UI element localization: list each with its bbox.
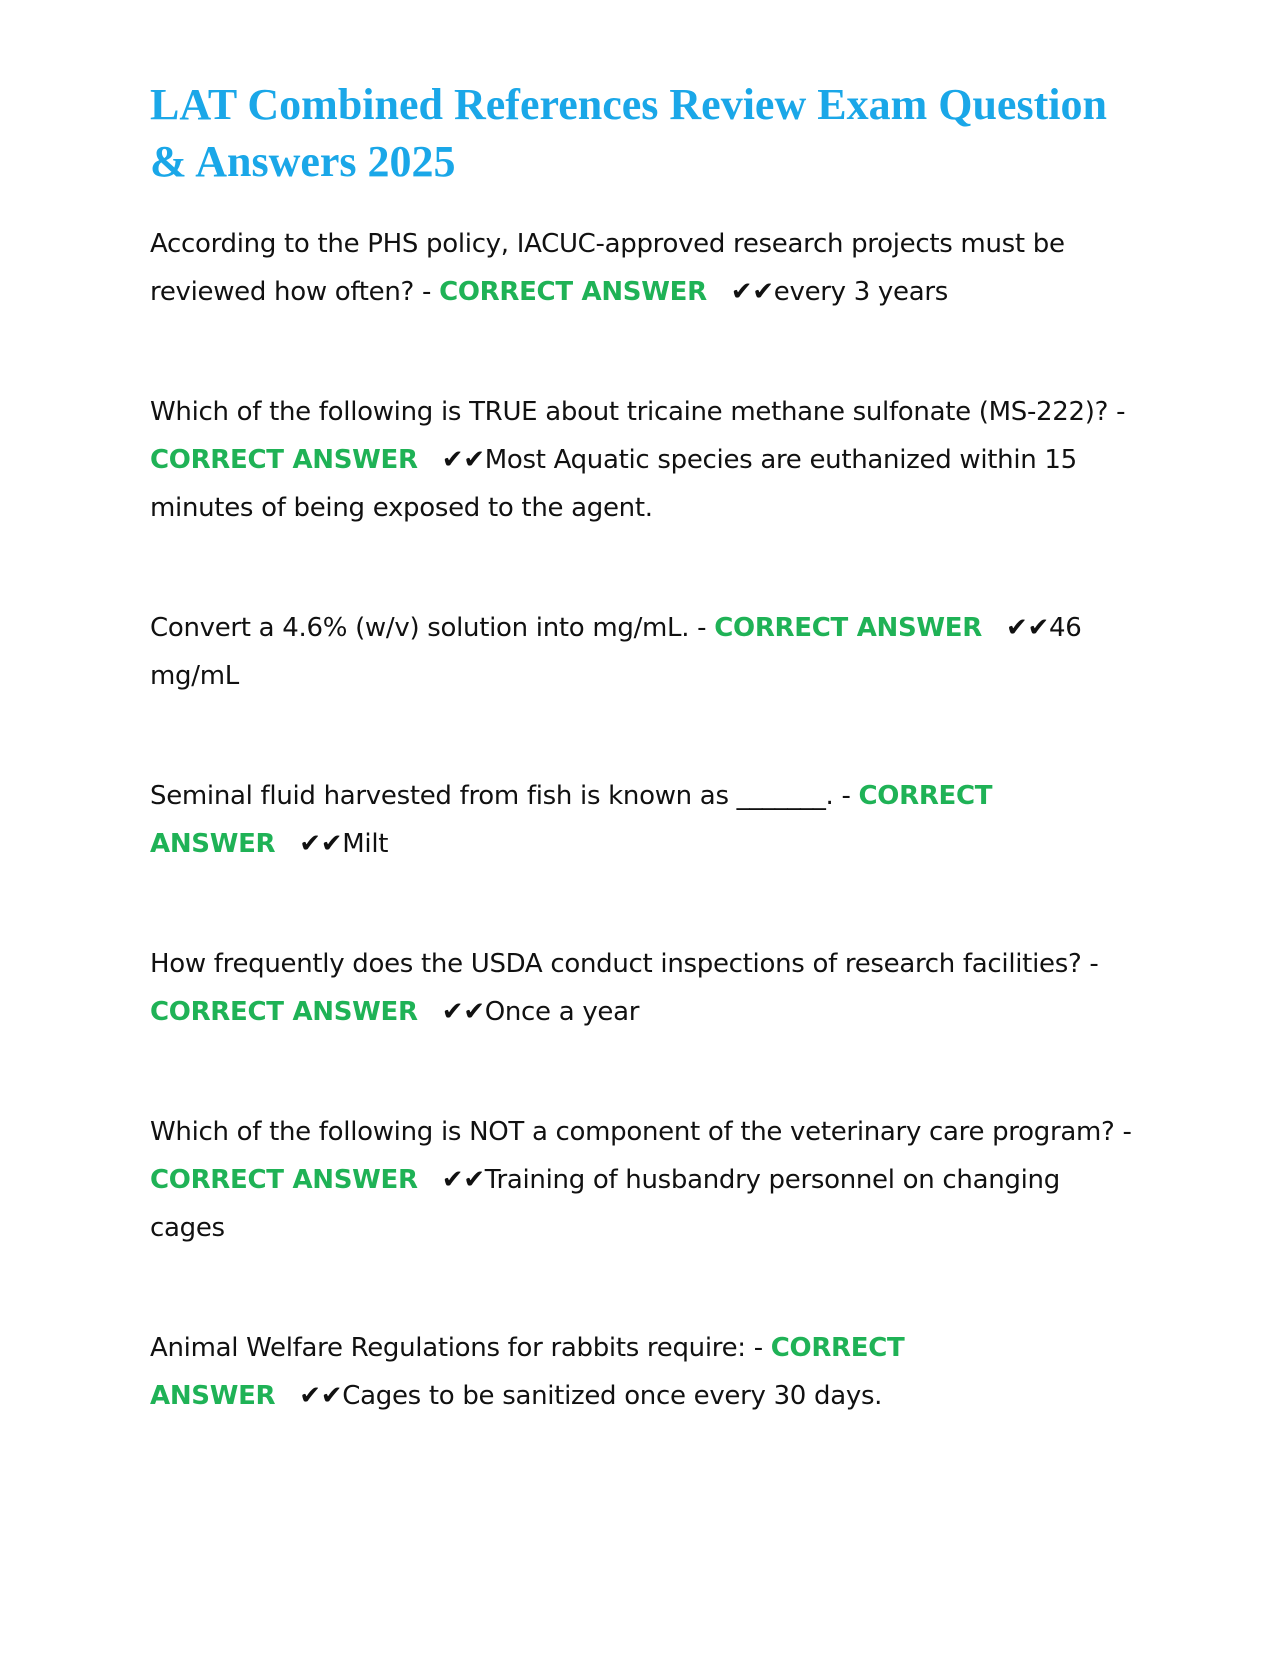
question-text: Which of the following is NOT a component of the veterinary care program? xyxy=(150,1117,1115,1147)
qa-item-2 xyxy=(150,388,1140,532)
answer-text: Most Aquatic species are euthanized within 15 minutes of being exposed to the agent. xyxy=(150,445,1077,523)
separator: - xyxy=(1108,397,1126,427)
check-mark-icon: ✔✔ xyxy=(730,277,774,307)
question-text: According to the PHS policy, IACUC-approved research projects must be reviewed how often? xyxy=(150,229,1065,307)
question-text: Which of the following is TRUE about tricaine methane sulfonate (MS-222)? xyxy=(150,397,1109,427)
qa-item-1 xyxy=(150,220,1140,316)
answer-text: Milt xyxy=(342,829,389,859)
correct-answer-label: CORRECT ANSWER xyxy=(714,613,982,643)
correct-answer-label: CORRECT ANSWER xyxy=(150,997,418,1027)
separator: - xyxy=(745,1333,771,1363)
correct-answer-label: CORRECT ANSWER xyxy=(150,1165,418,1195)
correct-answer-label: CORRECT ANSWER xyxy=(150,445,418,475)
answer-text: Once a year xyxy=(484,997,640,1027)
separator: - xyxy=(1081,949,1099,979)
separator: - xyxy=(414,277,440,307)
check-mark-icon: ✔✔ xyxy=(299,829,343,859)
correct-answer-label: CORRECT ANSWER xyxy=(150,1333,905,1411)
separator: - xyxy=(1114,1117,1132,1147)
document-title: LAT Combined References Review Exam Question & Answers 2025 xyxy=(150,80,1107,186)
separator: - xyxy=(833,781,859,811)
check-mark-icon: ✔✔ xyxy=(441,1165,485,1195)
question-text: Convert a 4.6% (w/v) solution into mg/mL. xyxy=(150,613,690,643)
question-text: How frequently does the USDA conduct inspections of research facilities? xyxy=(150,949,1082,979)
check-mark-icon: ✔✔ xyxy=(441,445,485,475)
qa-item-4 xyxy=(150,772,1140,868)
correct-answer-label: CORRECT ANSWER xyxy=(439,277,707,307)
correct-answer-label: CORRECT ANSWER xyxy=(150,781,993,859)
qa-item-3 xyxy=(150,604,1140,700)
answer-text: every 3 years xyxy=(773,277,948,307)
check-mark-icon: ✔✔ xyxy=(1005,613,1049,643)
answer-text: 46 mg/mL xyxy=(150,613,1082,691)
qa-item-7 xyxy=(150,1324,1140,1420)
check-mark-icon: ✔✔ xyxy=(299,1381,343,1411)
separator: - xyxy=(689,613,715,643)
question-text: Animal Welfare Regulations for rabbits require: xyxy=(150,1333,746,1363)
answer-text: Cages to be sanitized once every 30 days. xyxy=(342,1381,883,1411)
question-text: Seminal fluid harvested from fish is known as _______. xyxy=(150,781,834,811)
document-page xyxy=(150,76,1140,1492)
check-mark-icon: ✔✔ xyxy=(441,997,485,1027)
answer-text: Training of husbandry personnel on changing cages xyxy=(150,1165,1060,1243)
qa-item-6 xyxy=(150,1108,1140,1252)
qa-item-5 xyxy=(150,940,1140,1036)
